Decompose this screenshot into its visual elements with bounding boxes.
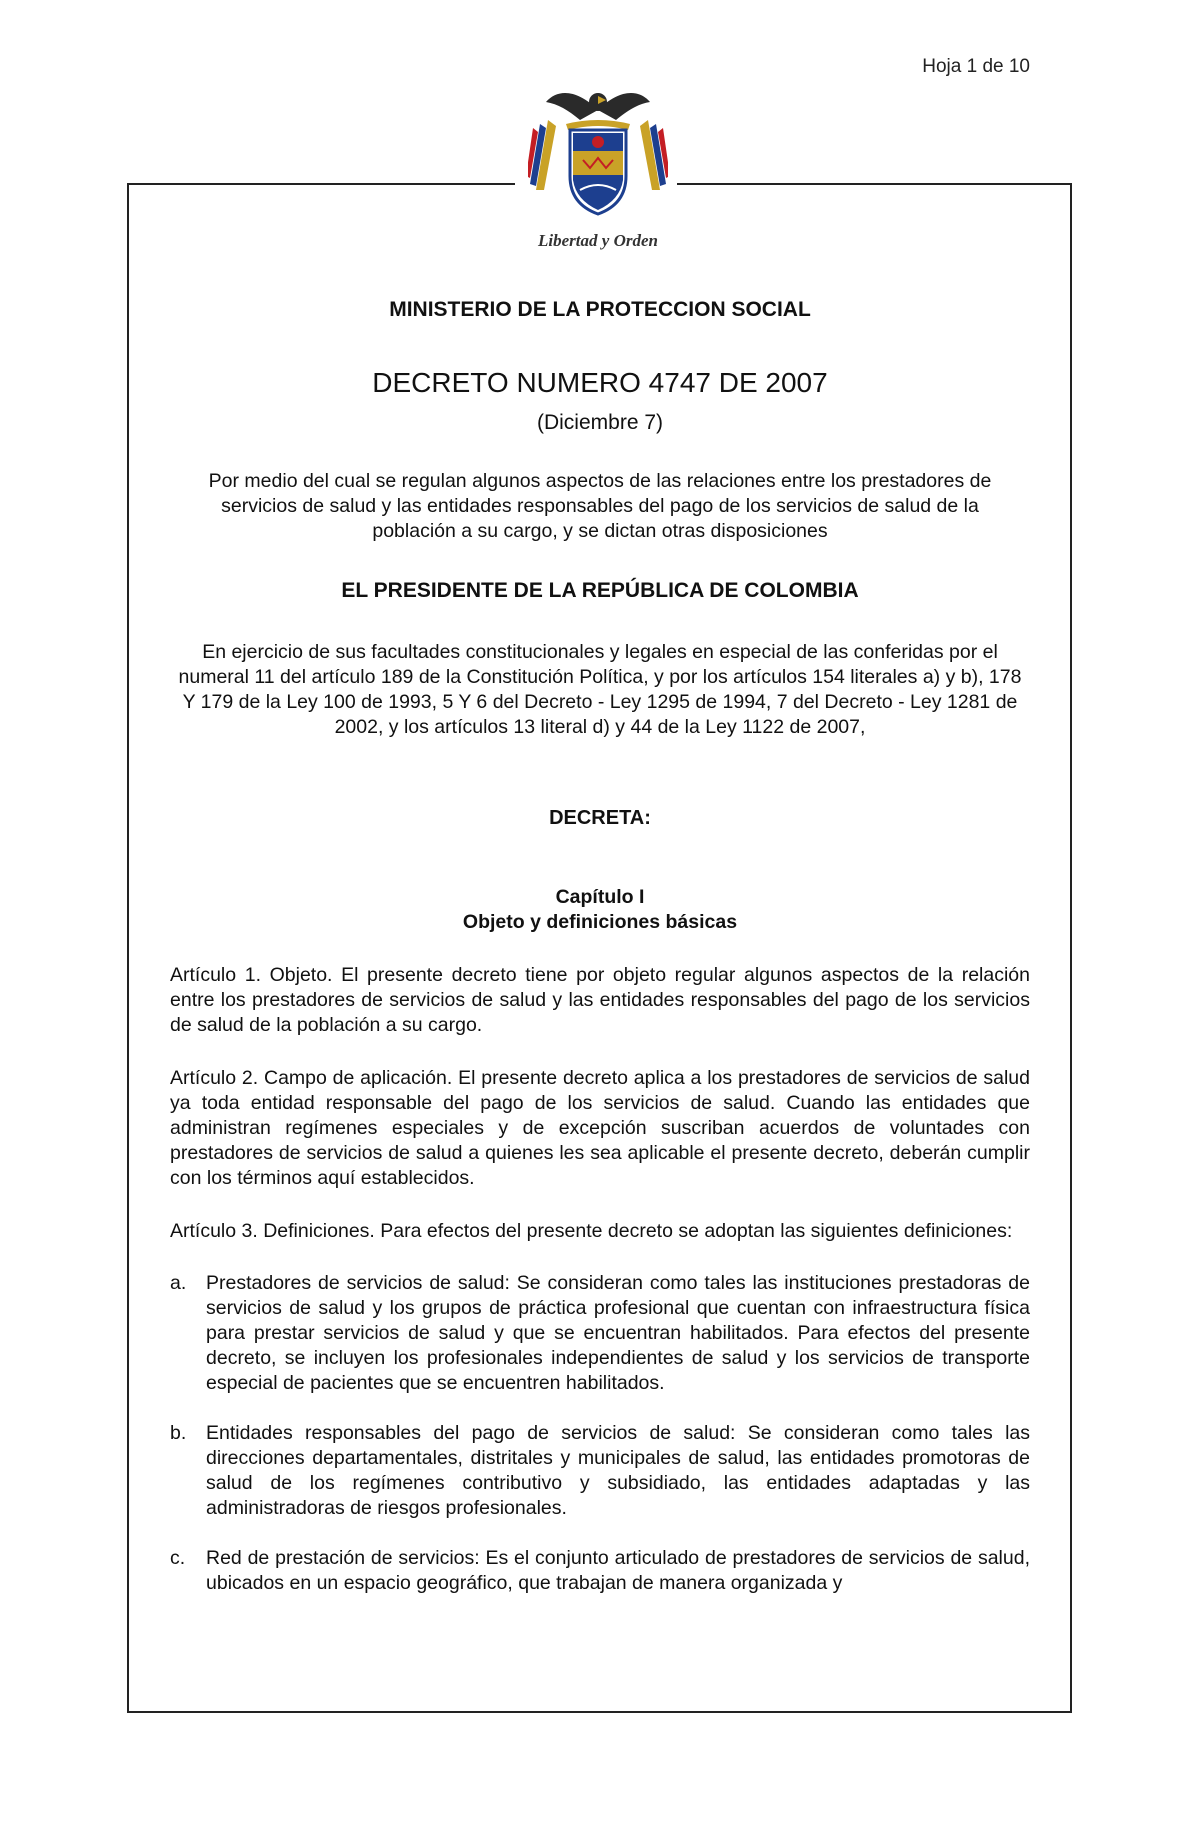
definition-text: Red de prestación de servicios: Es el conjunto articulado de prestadores de servicios de salud, ubicados en un espacio geográfico, que trabajan de manera organizada y [206,1547,1030,1594]
list-item [170,1271,1030,1396]
definition-letter: c. [170,1547,186,1569]
definition-text: Entidades responsables del pago de servicios de salud: Se consideran como tales las direcciones departamentales, distritales y municipales de salud, las entidades promotoras de salud de los regímenes contributivo y subsidiado, las entidades adaptadas y las administradoras de riesgos profesionales. [206,1422,1030,1519]
definition-text: Prestadores de servicios de salud: Se consideran como tales las instituciones prestadoras de servicios de salud y los grupos de práctica profesional que cuentan con infraestructura física para prestar servicios de salud y que se encuentran habilitados. Para efectos del presente decreto, se incluyen los profesionales independientes de salud y los servicios de transporte especial de pacientes que se encuentren habilitados. [206,1272,1030,1394]
page-number: Hoja 1 de 10 [922,56,1030,77]
ministry-name: MINISTERIO DE LA PROTECCION SOCIAL [389,298,811,321]
definition-letter: b. [170,1422,187,1444]
decree-date: (Diciembre 7) [536,411,664,434]
decree-body [170,290,1030,1621]
chapter-number: Capítulo I [555,886,645,908]
decreta-heading: DECRETA: [549,807,651,829]
list-item [170,1421,1030,1521]
chapter-heading [170,885,1030,935]
chapter-title: Objeto y definiciones básicas [462,911,738,933]
decree-subject: Por medio del cual se regulan algunos aspectos de las relaciones entre los prestadores de servicios de salud y las entidades responsables del pago de los servicios de salud de la población a su cargo, y se dictan otras disposiciones [208,470,992,542]
legal-faculties: En ejercicio de sus facultades constitucionales y legales en especial de las conferidas por el numeral 11 del artículo 189 de la Constitución Política, y por los artículos 154 literales a) y b), 178 Y 179 de la Ley 100 de 1993, 5 Y 6 del Decreto - Ley 1295 de 1994, 7 del Decreto - Ley 1281 de 2002, y los artículos 13 literal d) y 44 de la Ley 1122 de 2007, [178,641,1022,738]
president-heading: EL PRESIDENTE DE LA REPÚBLICA DE COLOMBIA [341,579,859,602]
decree-title: DECRETO NUMERO 4747 DE 2007 [372,367,828,398]
article-2: Artículo 2. Campo de aplicación. El presente decreto aplica a los prestadores de servicios de salud ya toda entidad responsable del pago de los servicios de salud. Cuando las entidades que administran regímenes especiales y de excepción suscriban acuerdos de voluntades con prestadores de servicios de salud a quienes les sea aplicable el presente decreto, deberán cumplir con los términos aquí establecidos. [170,1067,1030,1189]
coat-of-arms-icon [528,80,668,256]
article-3: Artículo 3. Definiciones. Para efectos del presente decreto se adoptan las siguientes definiciones: [170,1220,1013,1242]
definition-letter: a. [170,1272,187,1294]
list-item [170,1546,1030,1596]
article-1: Artículo 1. Objeto. El presente decreto tiene por objeto regular algunos aspectos de la relación entre los prestadores de servicios de salud y las entidades responsables del pago de los servicios de salud de la población a su cargo. [170,964,1030,1036]
definitions-list [170,1271,1030,1596]
svg-text:Libertad y Orden: Libertad y Orden [538,231,658,250]
